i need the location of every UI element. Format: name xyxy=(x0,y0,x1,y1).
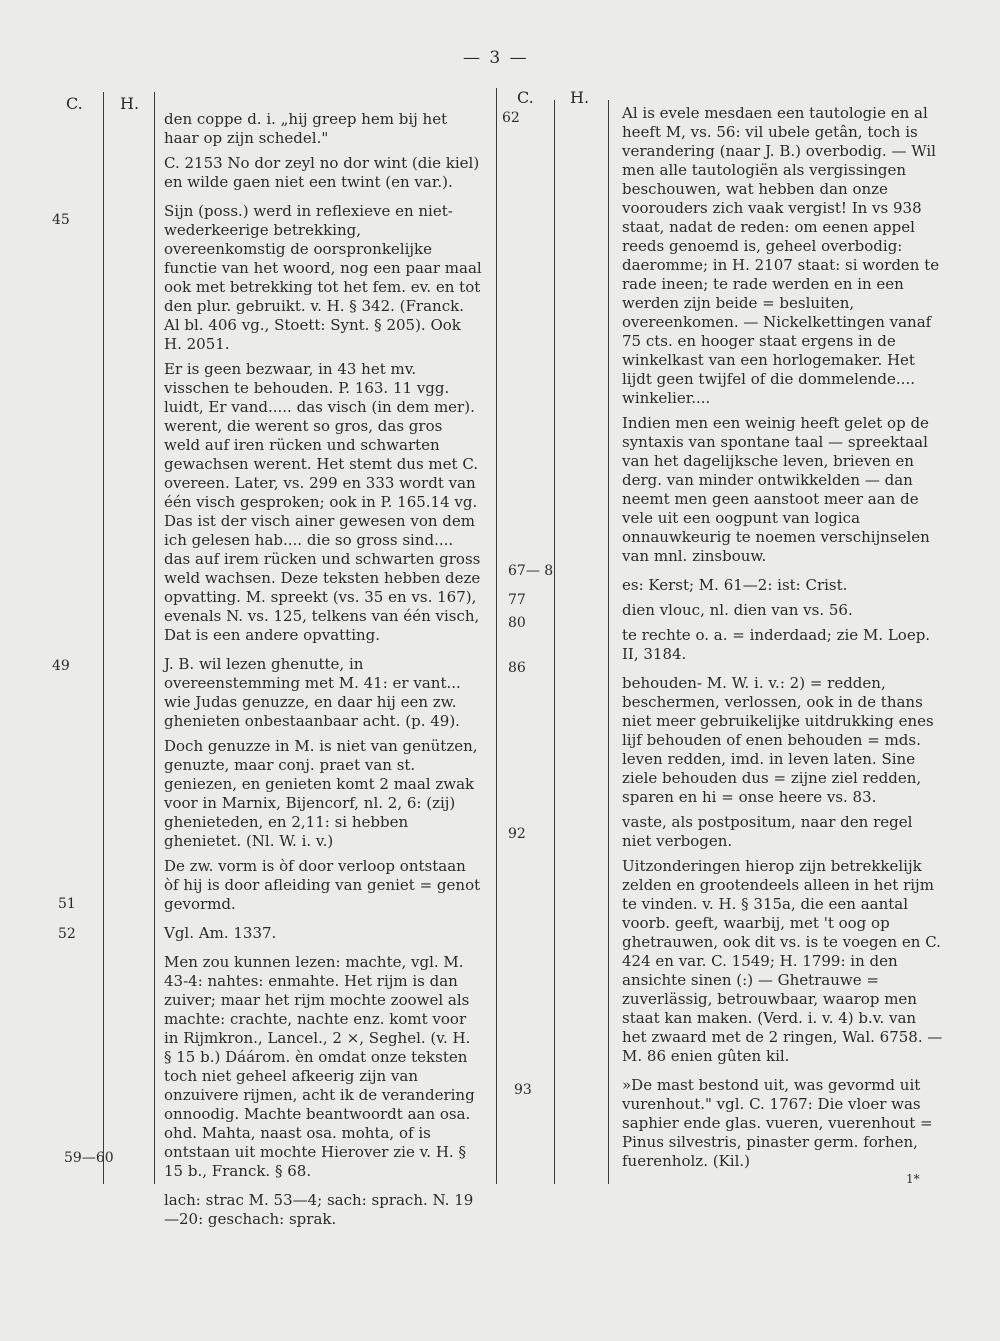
paragraph: Doch genuzze in M. is niet van genützen, genuzte, maar conj. praet van st. geniezen, en genieten komt 2 maal zwak voor in Marnix, Bijencorf, nl. 2, 6: (zij) ghenieteden, en 2,11: si hebben ghenietet. (Nl. W. i. v.) xyxy=(164,737,478,850)
signature-mark: 1* xyxy=(906,1172,920,1186)
page-number: — 3 — xyxy=(463,48,529,68)
left-margin-line: 59—60 xyxy=(64,1150,114,1166)
right-header-c: C. xyxy=(517,88,534,107)
paragraph: te rechte o. a. = inderdaad; zie M. Loep. II, 3184. xyxy=(622,626,931,663)
right-margin-line: 62 xyxy=(502,110,520,126)
paragraph: dien vlouc, nl. dien van vs. 56. xyxy=(622,601,853,619)
left-margin-line: 52 xyxy=(58,926,76,942)
right-rule-2 xyxy=(608,100,609,1184)
paragraph: Uitzonderingen hierop zijn betrekkelijk zelden en grootendeels alleen in het rijm te vinden. v. H. § 315a, die een aantal voorb. geeft, waarbij, met 't oog op ghetrauwen, ook dit vs. is te voegen en C. 424 en var. C. 1549; H. 1799: in den ansichte sinen (:) — Ghetrauwe = zuverlässig, betrouwbaar, waarop men staat kan maken. (Verd. i. v. 4) b.v. van het zwaard met de 2 ringen, Wal. 6758. — M. 86 enien gûten kil. xyxy=(622,857,943,1065)
right-margin-line: 93 xyxy=(514,1082,532,1098)
paragraph: Indien men een weinig heeft gelet op de syntaxis van spontane taal — spreektaal van het dagelijksche leven, brieven en derg. van minder ontwikkelden — dan neemt men geen aanstoot meer aan de vele uit een oogpunt van logica onnauwkeurig te noemen verschijnselen van mnl. zinsbouw. xyxy=(622,414,930,565)
right-text-column xyxy=(622,104,944,1177)
center-rule xyxy=(496,88,497,1184)
paragraph: behouden- M. W. i. v.: 2) = redden, beschermen, verlossen, ook in de thans niet meer gebruikelijke uitdrukking enes lijf behouden of enen behouden = mds. leven redden, imd. in leven laten. Sine ziele behouden dus = zijne ziel redden, sparen en hi = onse heere vs. 83. xyxy=(622,674,934,806)
paragraph: Men zou kunnen lezen: machte, vgl. M. 43-4: nahtes: enmahte. Het rijm is dan zuiver; maar het rijm mochte zoowel als machte: crachte, nachte enz. komt voor in Rijmkron., Lancel., 2 ×, Seghel. (v. H. § 15 b.) Dáárom. èn omdat onze teksten toch niet geheel afkeerig zijn van onzuivere rijmen, acht ik de verandering onnoodig. Machte beantwoordt aan osa. ohd. Mahta, naast osa. mohta, of is ontstaan uit mochte Hierover zie v. H. § 15 b., Franck. § 68. xyxy=(164,953,475,1180)
paragraph: Er is geen bezwaar, in 43 het mv. visschen te behouden. P. 163. 11 vgg. luidt, Er vand..... das visch (in dem mer). werent, die werent so gros, das gros weld auf iren rücken und schwarten gewachsen werent. Het stemt dus met C. overeen. Later, vs. 299 en 333 wordt van één visch gesproken; ook in P. 165.14 vg. Das ist der visch ainer gewesen von dem ich gelesen hab.... die so gross sind.... das auf irem rücken und schwarten gross weld wachsen. Deze teksten hebben deze opvatting. M. spreekt (vs. 35 en vs. 167), evenals N. vs. 125, telkens van één visch, Dat is een andere opvatting. xyxy=(164,360,481,644)
right-header-h: H. xyxy=(570,88,590,107)
left-text-column xyxy=(164,110,482,1235)
paragraph: Sijn (poss.) werd in reflexieve en niet-wederkeerige betrekking, overeenkomstig de oorspronkelijke functie van het woord, nog een paar maal ook met betrekking tot het fem. ev. en tot den plur. gebruikt. v. H. § 342. (Franck. Al bl. 406 vg., Stoett: Synt. § 205). Ook H. 2051. xyxy=(164,202,482,353)
paragraph: Vgl. Am. 1337. xyxy=(164,924,277,942)
left-margin-line: 49 xyxy=(52,658,70,674)
paragraph: den coppe d. i. „hij greep hem bij het haar op zijn schedel." xyxy=(164,110,448,147)
right-margin-line: 86 xyxy=(508,660,526,676)
left-margin-line: 51 xyxy=(58,896,76,912)
paragraph: Al is evele mesdaen een tautologie en al heeft M, vs. 56: vil ubele getân, toch is verandering (naar J. B.) overbodig. — Wil men alle tautologiën als vergissingen beschouwen, wat hebben dan onze voorouders zich vaak vergist! In vs 938 staat, nadat de reden: om eenen appel reeds genoemd is, geheel overbodig: daeromme; in H. 2107 staat: si worden te rade ineen; te rade werden en in een werden zijn beide = besluiten, overeenkomen. — Nickelkettingen vanaf 75 cts. en hooger staat ergens in de winkelkast van een horlogemaker. Het lijdt geen twijfel of die dommelende.... winkelier.... xyxy=(622,104,940,407)
paragraph: C. 2153 No dor zeyl no dor wint (die kiel) en wilde gaen niet een twint (en var.). xyxy=(164,154,480,191)
paragraph: vaste, als postpositum, naar den regel niet verbogen. xyxy=(622,813,913,850)
left-rule-1 xyxy=(103,92,104,1184)
paragraph: lach: strac M. 53—4; sach: sprach. N. 19—20: geschach: sprak. xyxy=(164,1191,474,1228)
paragraph: »De mast bestond uit, was gevormd uit vurenhout." vgl. C. 1767: Die vloer was saphier ende glas. vueren, vuerenhout = Pinus silvestris, pinaster germ. forhen, fuerenholz. (Kil.) xyxy=(622,1076,933,1170)
right-margin-line: 80 xyxy=(508,615,526,631)
paragraph: es: Kerst; M. 61—2: ist: Crist. xyxy=(622,576,848,594)
left-margin-line: 45 xyxy=(52,212,70,228)
right-margin-line: 77 xyxy=(508,592,526,608)
paragraph: De zw. vorm is òf door verloop ontstaan òf hij is door afleiding van geniet = genot gevormd. xyxy=(164,857,481,913)
right-rule-1 xyxy=(554,100,555,1184)
right-margin-line: 67— 8 xyxy=(508,563,554,579)
paragraph: J. B. wil lezen ghenutte, in overeenstemming met M. 41: er vant... wie Judas genuzze, en daar hij een zw. ghenieten onbestaanbaar acht. (p. 49). xyxy=(164,655,461,730)
right-margin-line: 92 xyxy=(508,826,526,842)
left-header-h: H. xyxy=(120,94,140,113)
left-header-c: C. xyxy=(66,94,83,113)
left-rule-2 xyxy=(154,92,155,1184)
